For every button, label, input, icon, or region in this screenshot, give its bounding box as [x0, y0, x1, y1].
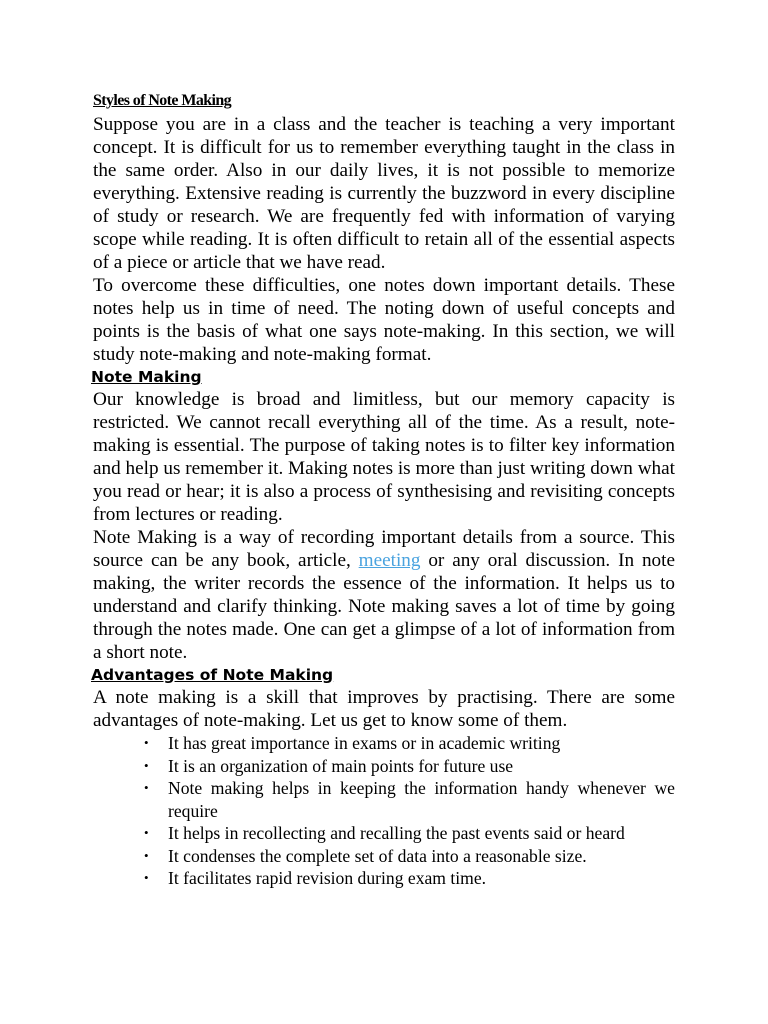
list-item-text: It helps in recollecting and recalling the past events said or heard — [168, 823, 625, 843]
document-title: Styles of Note Making — [93, 92, 232, 109]
list-item — [144, 867, 675, 890]
intro-paragraph-1: Suppose you are in a class and the teacher is teaching a very important concept. It is difficult for us to remember everything taught in the class in the same order. Also in our daily lives, it is not possible to memorize everything. Extensive reading is currently the buzzword in every discipline of study or research. We are frequently fed with information of varying scope while reading. It is often difficult to retain all of the essential aspects of a piece or article that we have read. — [93, 114, 675, 273]
advantages-list — [93, 732, 675, 890]
list-item — [144, 822, 675, 845]
document-page — [93, 86, 675, 890]
list-item — [144, 845, 675, 868]
bullet-icon: • — [144, 870, 149, 885]
bullet-icon: • — [144, 757, 149, 773]
paragraph-text-before-link: Note Making is a way of recording important details from a source. This source can be any book, article, — [93, 527, 675, 571]
note-making-paragraph-1: Our knowledge is broad and limitless, but our memory capacity is restricted. We cannot recall everything all of the time. As a result, note-making is essential. The purpose of taking notes is to filter key information and help us remember it. Making notes is more than just writing down what you read or hear; it is also a process of synthesising and revisiting concepts from lectures or reading. — [93, 389, 675, 525]
meeting-link[interactable]: meeting — [358, 550, 421, 571]
list-item — [144, 777, 675, 822]
bullet-icon: • — [144, 780, 149, 795]
bullet-icon: • — [144, 825, 149, 840]
note-making-paragraph-2 — [93, 526, 675, 664]
list-item-text: It has great importance in exams or in academic writing — [168, 733, 561, 753]
advantages-heading: Advantages of Note Making — [91, 666, 334, 684]
list-item-text: It condenses the complete set of data into a reasonable size. — [168, 845, 587, 866]
paragraph-text-after-link: or any oral discussion. In note making, the writer records the essence of the information. It helps us to understand and clarify thinking. Note making saves a lot of time by going through the notes made. One can get a glimpse of a lot of information from a short note. — [93, 550, 675, 663]
list-item — [144, 732, 675, 755]
advantages-intro-paragraph: A note making is a skill that improves by practising. There are some advantages of note-making. Let us get to know some of them. — [93, 687, 675, 731]
list-item — [144, 755, 675, 778]
bullet-icon: • — [144, 847, 149, 863]
intro-paragraph-2: To overcome these difficulties, one notes down important details. These notes help us in time of need. The noting down of useful concepts and points is the basis of what one says note-making. In this section, we will study note-making and note-making format. — [93, 275, 675, 365]
list-item-text: It is an organization of main points for future use — [168, 755, 514, 776]
list-item-text: It facilitates rapid revision during exam time. — [168, 868, 487, 888]
bullet-icon: • — [144, 735, 149, 750]
list-item-text: Note making helps in keeping the information handy whenever we require — [168, 778, 675, 821]
note-making-heading: Note Making — [91, 368, 202, 386]
